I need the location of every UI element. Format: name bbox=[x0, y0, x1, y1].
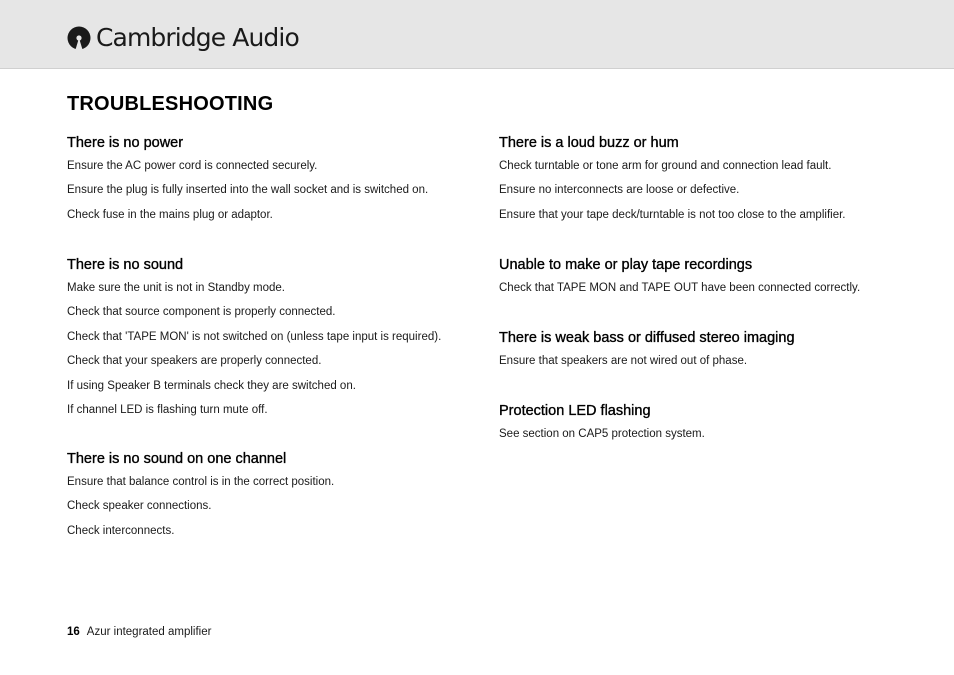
section-items bbox=[67, 158, 428, 223]
section-heading: There is a loud buzz or hum bbox=[499, 135, 679, 151]
section-no-sound-one-channel bbox=[67, 450, 334, 547]
section-tape-recordings bbox=[499, 256, 860, 304]
page-header bbox=[0, 0, 954, 69]
section-items bbox=[67, 474, 334, 539]
list-item: Ensure that speakers are not wired out of phase. bbox=[499, 355, 748, 367]
section-no-sound bbox=[67, 256, 441, 426]
section-heading: Protection LED flashing bbox=[499, 403, 651, 419]
section-items bbox=[499, 353, 795, 369]
section-loud-buzz bbox=[499, 134, 845, 231]
section-heading: There is no power bbox=[67, 135, 184, 151]
list-item: Check turntable or tone arm for ground and connection lead fault. bbox=[499, 160, 832, 172]
page-number: 16 bbox=[67, 626, 80, 638]
footer-product-name: Azur integrated amplifier bbox=[86, 626, 212, 638]
section-items bbox=[499, 280, 860, 296]
list-item: Check speaker connections. bbox=[67, 500, 212, 513]
list-item: Ensure no interconnects are loose or defective. bbox=[499, 184, 740, 197]
list-item: If using Speaker B terminals check they are switched on. bbox=[67, 379, 356, 392]
list-item: Ensure that your tape deck/turntable is not too close to the amplifier. bbox=[499, 208, 846, 221]
list-item: Ensure the plug is fully inserted into the wall socket and is switched on. bbox=[67, 184, 429, 197]
section-items bbox=[67, 280, 441, 418]
section-protection-led bbox=[499, 402, 705, 450]
section-items bbox=[499, 426, 705, 442]
section-heading: There is weak bass or diffused stereo imaging bbox=[499, 330, 795, 346]
section-heading: There is no sound bbox=[67, 257, 184, 273]
list-item: See section on CAP5 protection system. bbox=[499, 428, 705, 440]
list-item: Check fuse in the mains plug or adaptor. bbox=[67, 208, 273, 221]
list-item: Check that TAPE MON and TAPE OUT have been connected correctly. bbox=[499, 282, 861, 294]
list-item: Ensure the AC power cord is connected securely. bbox=[67, 160, 318, 172]
page-title: TROUBLESHOOTING bbox=[67, 93, 274, 115]
list-item: If channel LED is flashing turn mute off. bbox=[67, 403, 268, 416]
section-heading: Unable to make or play tape recordings bbox=[499, 257, 753, 273]
section-heading: There is no sound on one channel bbox=[67, 451, 287, 467]
list-item: Check that 'TAPE MON' is not switched on (unless tape input is required). bbox=[67, 330, 442, 343]
section-items bbox=[499, 158, 845, 223]
section-weak-bass bbox=[499, 329, 795, 377]
list-item: Check that your speakers are properly connected. bbox=[67, 355, 322, 368]
list-item: Ensure that balance control is in the correct position. bbox=[67, 476, 335, 488]
brand-logo bbox=[67, 22, 299, 54]
section-no-power bbox=[67, 134, 428, 231]
list-item: Check interconnects. bbox=[67, 524, 175, 537]
brand-name: Cambridge Audio bbox=[96, 23, 299, 52]
list-item: Check that source component is properly connected. bbox=[67, 306, 336, 319]
cambridge-audio-logo-icon bbox=[67, 26, 91, 50]
list-item: Make sure the unit is not in Standby mode. bbox=[67, 282, 285, 294]
page-footer bbox=[67, 624, 211, 640]
